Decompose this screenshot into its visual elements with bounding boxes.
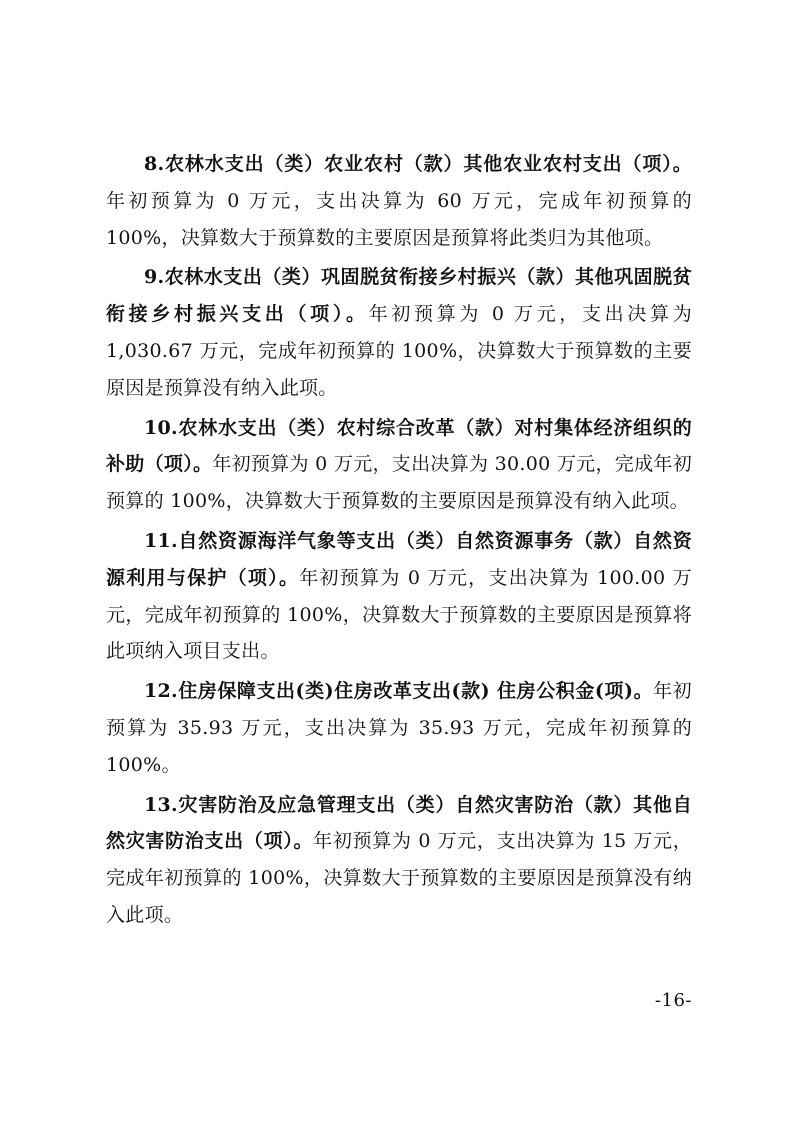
budget-item-12 xyxy=(106,673,692,783)
item-heading: 8.农林水支出（类）农业农村（款）其他农业农村支出（项）。 xyxy=(144,153,692,175)
budget-item-10 xyxy=(106,410,692,520)
item-body: 年初预算为 0 万元，支出决算为 1,030.67 万元，完成年初预算的 100%，决算数大于预算数的主要原因是预算没有纳入此项。 xyxy=(106,303,692,399)
item-heading: 11.自然资源海洋气象等支出（类）自然资源事务（款）自然资源利用与保护（项）。 xyxy=(106,529,692,589)
item-heading: 12.住房保障支出(类)住房改革支出(款) 住房公积金(项)。 xyxy=(144,680,654,703)
budget-item-11 xyxy=(106,523,692,670)
item-heading: 9.农林水支出（类）巩固脱贫衔接乡村振兴（款）其他巩固脱贫衔接乡村振兴支出（项）。 xyxy=(106,266,692,326)
page-number: -16- xyxy=(654,990,692,1011)
budget-item-13 xyxy=(106,787,692,934)
item-body: 年初预算为 0 万元，支出决算为 30.00 万元，完成年初预算的 100%，决算数大于预算数的主要原因是预算没有纳入此项。 xyxy=(106,453,692,513)
item-body: 年初预算为 0 万元，支出决算为 60 万元，完成年初预算的 100%，决算数大于预算数的主要原因是预算将此类归为其他项。 xyxy=(106,189,692,249)
item-heading: 13.灾害防治及应急管理支出（类）自然灾害防治（款）其他自然灾害防治支出（项）。 xyxy=(106,793,692,853)
budget-item-list xyxy=(106,146,692,937)
budget-item-8 xyxy=(106,146,692,256)
item-body: 年初预算为 0 万元，支出决算为 100.00 万元，完成年初预算的 100%，决算数大于预算数的主要原因是预算将此项纳入项目支出。 xyxy=(106,566,692,663)
item-body: 年初预算为 35.93 万元，支出决算为 35.93 万元，完成年初预算的 100%。 xyxy=(106,680,692,776)
item-heading: 10.农林水支出（类）农村综合改革（款）对村集体经济组织的补助（项）。 xyxy=(106,416,692,476)
item-body: 年初预算为 0 万元，支出决算为 15 万元，完成年初预算的 100%，决算数大于预算数的主要原因是预算没有纳入此项。 xyxy=(106,830,692,926)
budget-item-9 xyxy=(106,259,692,406)
